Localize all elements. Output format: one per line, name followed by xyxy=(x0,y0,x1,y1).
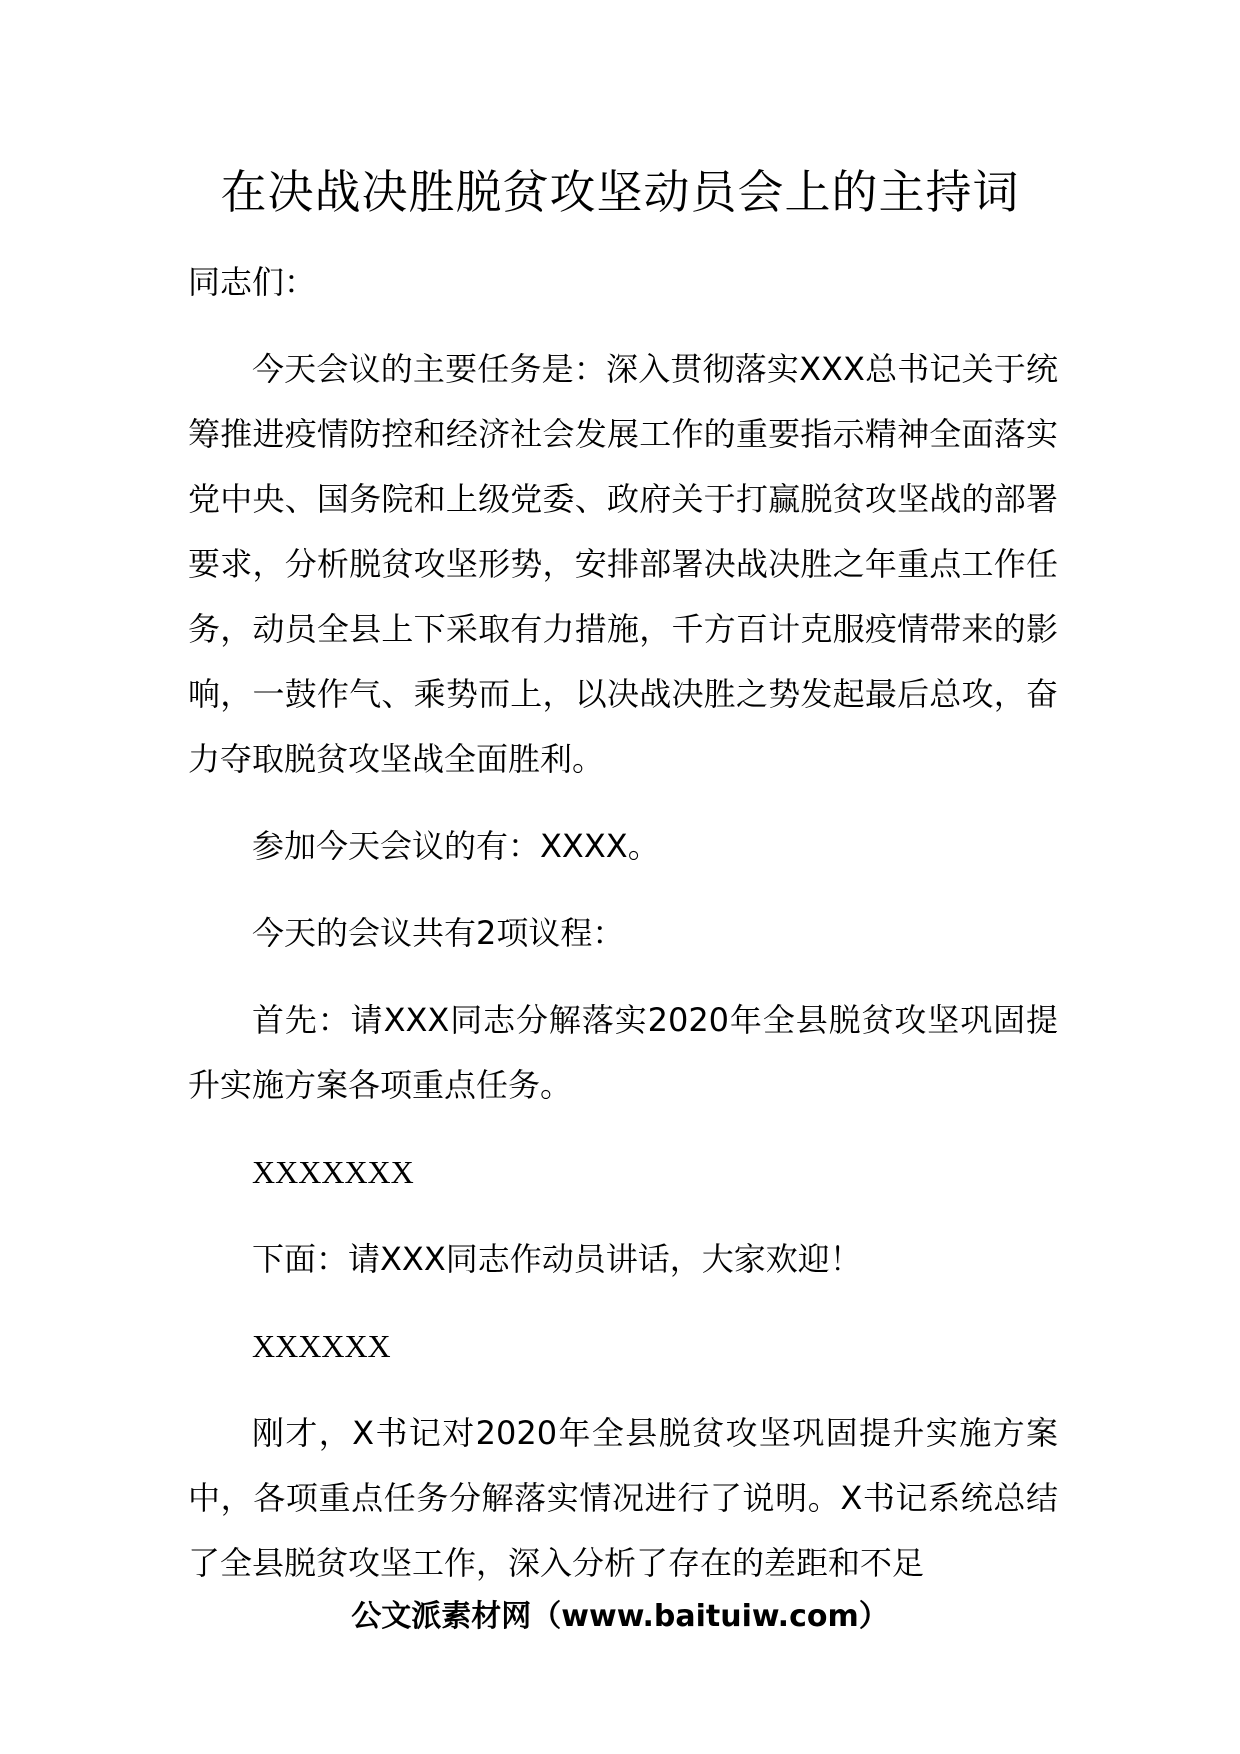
document-body xyxy=(188,250,1058,1618)
salutation: 同志们： xyxy=(188,263,317,301)
page-footer-watermark: 公文派素材网（www.baituiw.com） xyxy=(351,1599,889,1634)
paragraph-agenda-count: 今天的会议共有2项议程： xyxy=(252,914,625,952)
paragraph-attendees: 参加今天会议的有：XXXX。 xyxy=(252,827,660,865)
paragraph-agenda-first: 首先：请XXX同志分解落实2020年全县脱贫攻坚巩固提升实施方案各项重点任务。 xyxy=(188,1001,1058,1104)
paragraph-placeholder-1: XXXXXXX xyxy=(252,1154,414,1190)
document-title: 在决战决胜脱贫攻坚动员会上的主持词 xyxy=(220,165,1020,219)
paragraph-placeholder-2: XXXXXX xyxy=(252,1328,391,1364)
paragraph-meeting-tasks: 今天会议的主要任务是：深入贯彻落实XXX总书记关于统筹推进疫情防控和经济社会发展工作的重要指示精神全面落实党中央、国务院和上级党委、政府关于打赢脱贫攻坚战的部署要求，分析脱贫攻坚形势，安排部署决战决胜之年重点工作任务，动员全县上下采取有力措施，千方百计克服疫情带来的影响，一鼓作气、乘势而上，以决战决胜之势发起最后总攻，奋力夺取脱贫攻坚战全面胜利。 xyxy=(188,350,1058,778)
paragraph-summary: 刚才，X书记对2020年全县脱贫攻坚巩固提升实施方案中，各项重点任务分解落实情况进行了说明。X书记系统总结了全县脱贫攻坚工作，深入分析了存在的差距和不足 xyxy=(188,1414,1058,1582)
paragraph-agenda-next: 下面：请XXX同志作动员讲话，大家欢迎！ xyxy=(252,1240,862,1278)
